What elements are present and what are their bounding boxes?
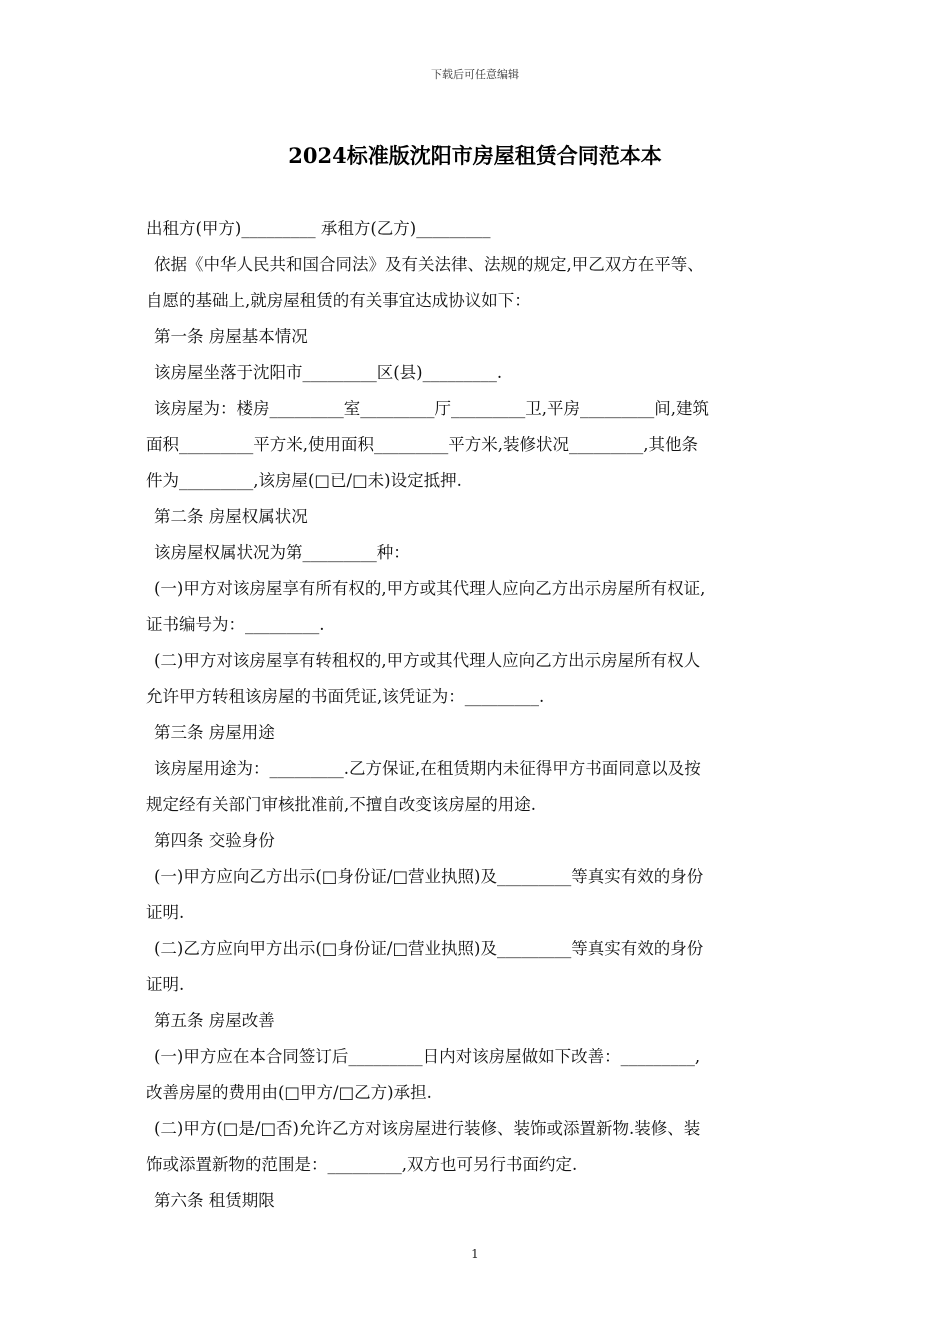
header-note: 下载后可任意编辑 bbox=[431, 68, 519, 81]
section-heading: 第四条 交验身份 bbox=[154, 831, 275, 850]
page-number: 1 bbox=[471, 1247, 479, 1261]
document-title: 2024标准版沈阳市房屋租赁合同范本本 bbox=[288, 143, 662, 168]
text-line: 出租方(甲方)_________ 承租方(乙方)_________ bbox=[146, 219, 491, 238]
text-line: 该房屋权属状况为第_________种： bbox=[154, 543, 410, 562]
section-heading: 第六条 租赁期限 bbox=[154, 1191, 275, 1210]
text-line: 改善房屋的费用由(□甲方/□乙方)承担. bbox=[146, 1083, 432, 1102]
contract-body bbox=[146, 211, 806, 1219]
text-line: 该房屋坐落于沈阳市_________区(县)_________. bbox=[154, 363, 503, 382]
text-line: 该房屋用途为：_________.乙方保证,在租赁期内未征得甲方书面同意以及按 bbox=[154, 759, 701, 778]
text-line: (二)甲方对该房屋享有转租权的,甲方或其代理人应向乙方出示房屋所有权人 bbox=[154, 651, 701, 670]
text-line: 件为_________,该房屋(□已/□未)设定抵押. bbox=[146, 471, 462, 490]
section-heading: 第三条 房屋用途 bbox=[154, 723, 275, 742]
text-line: 证明. bbox=[146, 975, 185, 994]
text-line: (二)甲方(□是/□否)允许乙方对该房屋进行装修、装饰或添置新物.装修、装 bbox=[154, 1119, 701, 1138]
text-line: 该房屋为：楼房_________室_________厅_________卫,平房_________间,建筑 bbox=[154, 399, 709, 418]
text-line: 证书编号为：_________. bbox=[146, 615, 325, 634]
text-line: (二)乙方应向甲方出示(□身份证/□营业执照)及_________等真实有效的身份 bbox=[154, 939, 704, 958]
section-heading: 第五条 房屋改善 bbox=[154, 1011, 275, 1030]
text-line: 自愿的基础上,就房屋租赁的有关事宜达成协议如下： bbox=[146, 291, 531, 310]
text-line: 允许甲方转租该房屋的书面凭证,该凭证为：_________. bbox=[146, 687, 545, 706]
section-heading: 第一条 房屋基本情况 bbox=[154, 327, 308, 346]
text-line: 证明. bbox=[146, 903, 185, 922]
text-line: (一)甲方应在本合同签订后_________日内对该房屋做如下改善：_________, bbox=[154, 1047, 701, 1066]
text-line: (一)甲方应向乙方出示(□身份证/□营业执照)及_________等真实有效的身份 bbox=[154, 867, 704, 886]
section-heading: 第二条 房屋权属状况 bbox=[154, 507, 308, 526]
text-line: 面积_________平方米,使用面积_________平方米,装修状况_________,其他条 bbox=[146, 435, 698, 454]
text-line: 依据《中华人民共和国合同法》及有关法律、法规的规定,甲乙双方在平等、 bbox=[154, 255, 704, 274]
text-line: 规定经有关部门审核批准前,不擅自改变该房屋的用途. bbox=[146, 795, 536, 814]
text-line: 饰或添置新物的范围是：_________,双方也可另行书面约定. bbox=[146, 1155, 578, 1174]
text-line: (一)甲方对该房屋享有所有权的,甲方或其代理人应向乙方出示房屋所有权证, bbox=[154, 579, 706, 598]
